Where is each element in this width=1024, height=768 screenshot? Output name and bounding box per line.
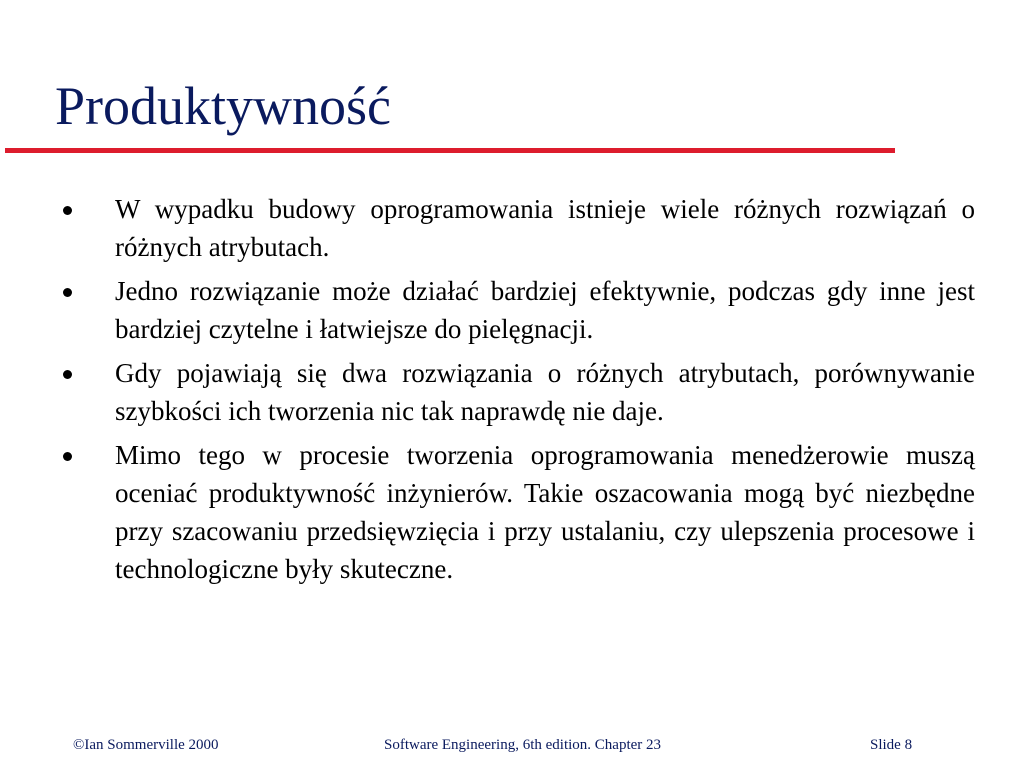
slide-title: Produktywność — [55, 76, 391, 136]
bullet-dot-icon — [63, 206, 72, 215]
bullet-dot-icon — [63, 288, 72, 297]
bullet-dot-icon — [63, 370, 72, 379]
bullet-list — [55, 190, 975, 594]
bullet-text: W wypadku budowy oprogramowania istnieje wiele różnych rozwiązań o różnych atrybutach. — [115, 194, 975, 262]
footer-slide-number: Slide 8 — [870, 737, 913, 753]
bullet-item — [55, 190, 975, 266]
bullet-text: Gdy pojawiają się dwa rozwiązania o różnych atrybutach, porównywanie szybkości ich tworzenia nic tak naprawdę nie daje. — [115, 358, 975, 426]
bullet-item — [55, 436, 975, 588]
bullet-dot-icon — [63, 452, 72, 461]
title-underline-rule — [5, 148, 895, 153]
bullet-item — [55, 272, 975, 348]
footer-book-title: Software Engineering, 6th edition. Chapter 23 — [384, 737, 662, 753]
bullet-text: Mimo tego w procesie tworzenia oprogramowania menedżerowie muszą oceniać produktywność inżynierów. Takie oszacowania mogą być niezbędne przy szacowaniu przedsięwzięcia i przy ustalaniu, czy ulepszenia procesowe i technologiczne były skuteczne. — [115, 440, 975, 584]
footer-copyright: ©Ian Sommerville 2000 — [73, 737, 219, 753]
bullet-text: Jedno rozwiązanie może działać bardziej efektywnie, podczas gdy inne jest bardziej czytelne i łatwiejsze do pielęgnacji. — [115, 276, 975, 344]
bullet-item — [55, 354, 975, 430]
